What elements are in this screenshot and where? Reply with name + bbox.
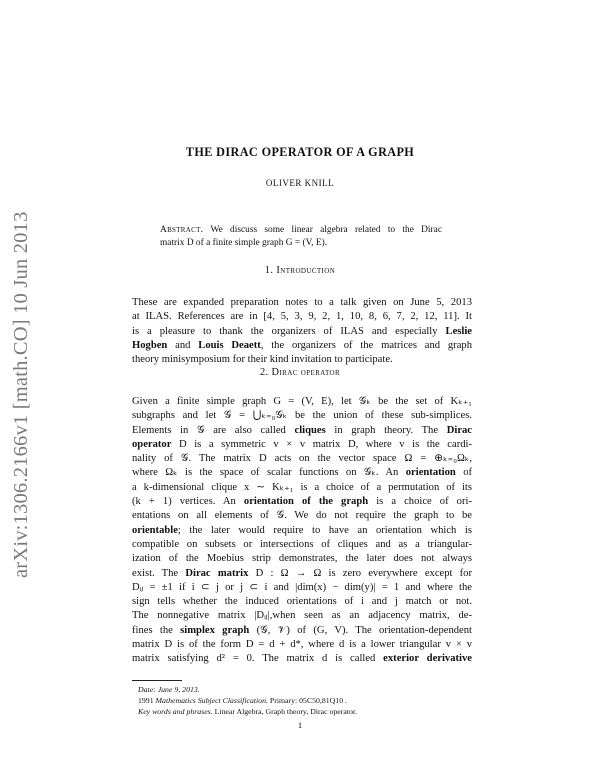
introduction-paragraph [132, 296, 472, 367]
text-line [132, 438, 472, 452]
text-span: is a pleasure to thank the organizers of ILAS and especially [132, 325, 438, 337]
bold-term: exterior derivative [383, 653, 472, 665]
section-number: 1. [264, 265, 274, 276]
text-span: ; the later would require to have an orientation which is [177, 524, 472, 536]
text-line [132, 624, 472, 638]
bold-term: Dirac [446, 424, 473, 436]
abstract-label: Abstract. [160, 225, 204, 235]
footnotes [138, 684, 472, 717]
bold-term: Dirac matrix [185, 567, 249, 579]
text-line: nality of 𝒢. The matrix D acts on the vector space Ω = ⊕ₖ₌₀Ωₖ, [132, 453, 472, 465]
text-span: D is a symmetric v × v matrix D, where v is the cardi- [179, 438, 472, 450]
msc-value: Primary: 05C50,81Q10 . [269, 696, 348, 705]
text-line: theory minisymposium for their kind invitation to participate. [132, 354, 393, 366]
text-span: D : Ω → Ω is zero everywhere except for [255, 567, 473, 579]
text-line: entations on all elements of 𝒢. We do not require the graph to be [132, 510, 472, 522]
abstract-line-2: matrix D of a finite simple graph G = (V, E). [160, 238, 328, 248]
msc-label: Mathematics Subject Classification. [155, 696, 268, 705]
section-heading-introduction [0, 265, 600, 276]
text-span: is a choice of ori- [376, 496, 472, 508]
text-line: The nonnegative matrix |Dᵢⱼ|,when seen as an adjacency matrix, de- [132, 610, 472, 622]
text-line [132, 567, 472, 581]
text-span: (k + 1) vertices. An [132, 496, 236, 508]
text-span: matrix satisfying d² = 0. The matrix d is called [132, 653, 376, 665]
text-span: in graph theory. The [334, 424, 439, 436]
footnote-msc [138, 695, 472, 706]
bold-term: orientation [405, 467, 456, 479]
section-title: Dirac operator [271, 367, 341, 378]
text-span: Elements in 𝒢 are also called [132, 424, 286, 436]
text-span: fines the [132, 624, 173, 636]
paper-title: THE DIRAC OPERATOR OF A GRAPH [185, 145, 415, 159]
bold-term: simplex graph [180, 624, 250, 636]
bold-term: orientation of the graph [243, 496, 369, 508]
text-line [132, 424, 472, 438]
text-span: , the organizers of the matrices and graph [260, 339, 472, 351]
text-line [132, 524, 472, 538]
text-line: ization of the Moebius strip demonstrates, the later does not always [132, 553, 472, 565]
bold-term: cliques [294, 424, 326, 436]
arxiv-identifier[interactable]: arXiv:1306.2166v1 [math.CO] 10 Jun 2013 [10, 211, 32, 578]
text-line: at ILAS. References are in [4, 5, 3, 9, 2, 1, 10, 8, 6, 7, 2, 12, 11]. It [132, 311, 472, 323]
abstract-text-1: We discuss some linear algebra related to the Dirac [210, 225, 442, 235]
section-heading-dirac-operator [0, 367, 600, 378]
text-line [132, 652, 472, 666]
page-number: 1 [297, 720, 303, 730]
text-line: subgraphs and let 𝒢 = ⋃ₖ₌₀𝒢ₖ be the union of these sub-simplices. [132, 410, 472, 422]
text-line: Given a finite simple graph G = (V, E), let 𝒢ₖ be the set of Kₖ₊₁ [132, 396, 472, 407]
bold-name: Leslie [445, 325, 472, 337]
section-title: Introduction [276, 265, 336, 276]
text-span: exist. The [132, 567, 179, 579]
date-text: Date: June 9, 2013. [138, 685, 200, 694]
keywords-label: Key words and phrases. [138, 707, 213, 716]
bold-name: Hogben [132, 339, 168, 351]
text-span: where Ωₖ is the space of scalar functions on 𝒢ₖ. An [132, 467, 399, 479]
dirac-operator-paragraph [132, 395, 472, 667]
text-line: sign tells whether the induced orientations of i and j match or not. [132, 596, 472, 608]
text-span: and [175, 339, 191, 351]
text-line: matrix D is of the form D = d + d*, where d is a lower triangular v × v [132, 639, 472, 651]
text-line: a k-dimensional clique x ∼ Kₖ₊₁ is a choice of a permutation of its [132, 481, 472, 493]
abstract [160, 224, 442, 250]
paper-author: OLIVER KNILL [265, 178, 335, 188]
keywords-value: Linear Algebra, Graph theory, Dirac operator. [214, 707, 357, 716]
text-span: (𝒢, 𝒱) of (G, V). The orientation-dependent [256, 624, 472, 636]
text-line: compatible on subsets or intersections of cliques and as a triangular- [132, 538, 472, 550]
text-line [132, 325, 472, 339]
footnote-rule [132, 680, 182, 681]
text-line [132, 339, 472, 353]
footnote-keywords [138, 706, 472, 717]
footnote-date [138, 684, 472, 695]
text-line: These are expanded preparation notes to a talk given on June 5, 2013 [132, 297, 472, 308]
bold-name: Louis Deaett [198, 339, 261, 351]
text-span: of [463, 467, 473, 479]
bold-term: orientable [132, 524, 178, 536]
section-number: 2. [259, 367, 269, 378]
text-line [132, 466, 472, 480]
abstract-line-1 [160, 224, 442, 237]
text-line [132, 495, 472, 509]
text-line: Dᵢⱼ = ±1 if i ⊂ j or j ⊂ i and |dim(x) − dim(y)| = 1 and where the [132, 581, 472, 593]
msc-year: 1991 [138, 696, 154, 705]
bold-term: operator [132, 438, 172, 450]
